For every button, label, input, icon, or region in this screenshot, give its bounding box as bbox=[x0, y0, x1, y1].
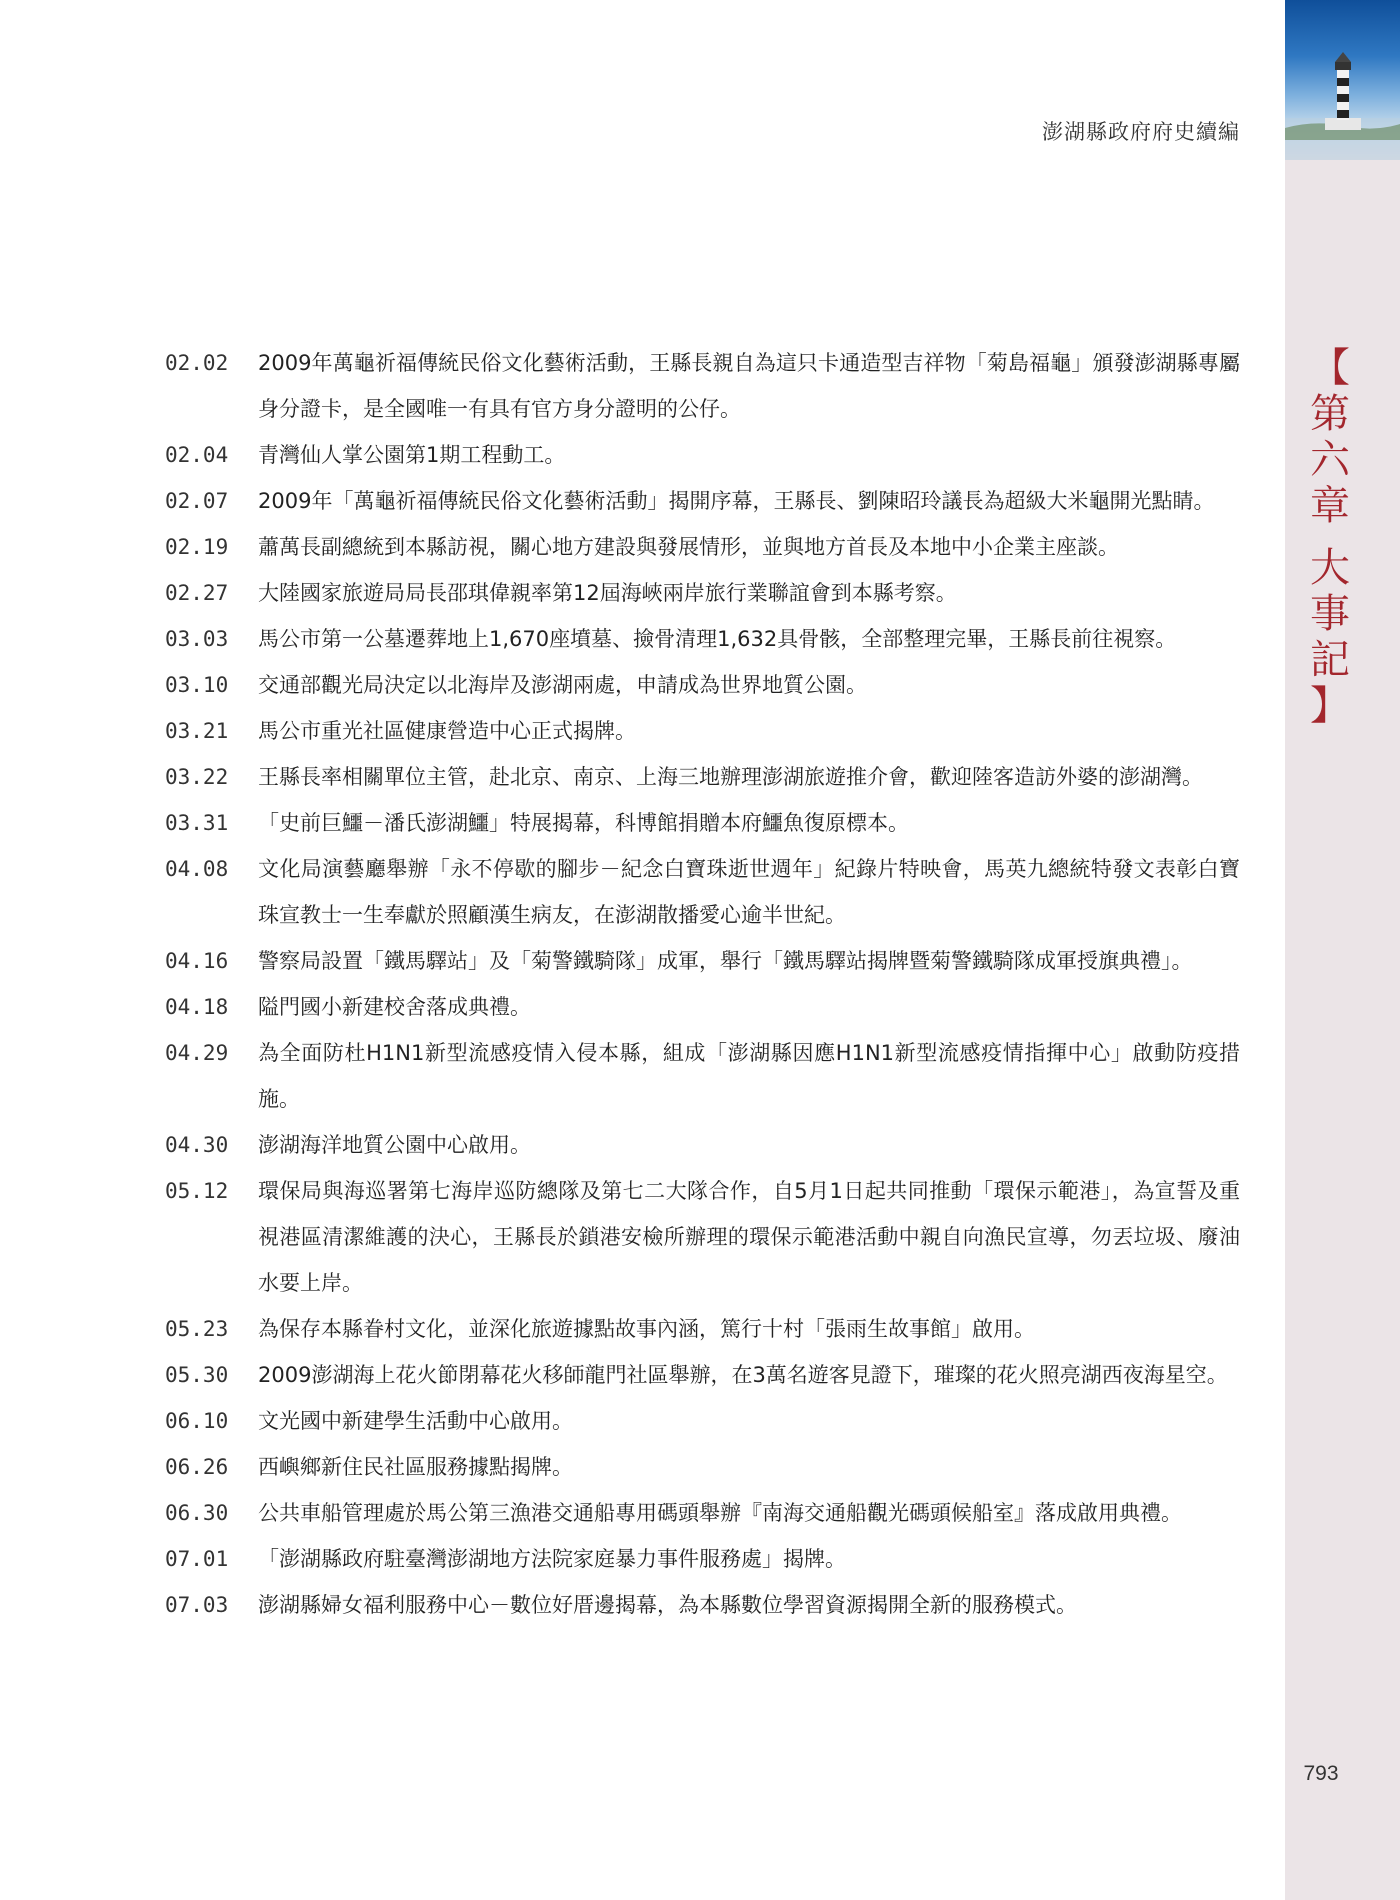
event-row bbox=[165, 340, 1240, 432]
event-row bbox=[165, 570, 1240, 616]
event-row bbox=[165, 478, 1240, 524]
event-row bbox=[165, 1582, 1240, 1628]
event-row bbox=[165, 1306, 1240, 1352]
chapter-title-char: 大 bbox=[1310, 545, 1350, 591]
event-text: 西嶼鄉新住民社區服務據點揭牌。 bbox=[258, 1455, 573, 1479]
event-date: 05.12 bbox=[165, 1179, 229, 1203]
event-row bbox=[165, 754, 1240, 800]
event-row bbox=[165, 984, 1240, 1030]
side-band bbox=[1285, 0, 1400, 1900]
event-text: 文光國中新建學生活動中心啟用。 bbox=[258, 1409, 573, 1433]
event-text: 隘門國小新建校舍落成典禮。 bbox=[258, 995, 531, 1019]
event-row bbox=[165, 846, 1240, 938]
event-row bbox=[165, 1030, 1240, 1122]
event-date: 03.10 bbox=[165, 673, 229, 697]
event-list bbox=[165, 340, 1240, 1628]
event-text: 為全面防杜H1N1新型流感疫情入侵本縣，組成「澎湖縣因應H1N1新型流感疫情指揮中心」啟動防疫措施。 bbox=[258, 1041, 1240, 1111]
event-text: 馬公市重光社區健康營造中心正式揭牌。 bbox=[258, 719, 636, 743]
event-date: 03.21 bbox=[165, 719, 229, 743]
event-row bbox=[165, 1398, 1240, 1444]
event-date: 04.18 bbox=[165, 995, 229, 1019]
event-date: 05.23 bbox=[165, 1317, 229, 1341]
event-text: 環保局與海巡署第七海岸巡防總隊及第七二大隊合作，自5月1日起共同推動「環保示範港」，為宣誓及重視港區清潔維護的決心，王縣長於鎖港安檢所辦理的環保示範港活動中親自向漁民宣導，勿丟垃圾、廢油水要上岸。 bbox=[258, 1179, 1240, 1295]
chapter-title-char: 章 bbox=[1310, 483, 1350, 529]
event-date: 07.01 bbox=[165, 1547, 229, 1571]
event-text: 2009年萬龜祈福傳統民俗文化藝術活動，王縣長親自為這只卡通造型吉祥物「菊島福龜」頒發澎湖縣專屬身分證卡，是全國唯一有具有官方身分證明的公仔。 bbox=[258, 351, 1240, 421]
event-text: 文化局演藝廳舉辦「永不停歇的腳步－紀念白寶珠逝世週年」紀錄片特映會，馬英九總統特發文表彰白寶珠宣教士一生奉獻於照顧漢生病友，在澎湖散播愛心逾半世紀。 bbox=[258, 857, 1240, 927]
event-text: 蕭萬長副總統到本縣訪視，關心地方建設與發展情形，並與地方首長及本地中小企業主座談。 bbox=[258, 535, 1119, 559]
chapter-title-char: 六 bbox=[1310, 437, 1350, 483]
event-text: 警察局設置「鐵馬驛站」及「菊警鐵騎隊」成軍，舉行「鐵馬驛站揭牌暨菊警鐵騎隊成軍授旗典禮」。 bbox=[258, 949, 1193, 973]
event-row bbox=[165, 662, 1240, 708]
lighthouse-photo bbox=[1285, 0, 1400, 160]
event-text: 王縣長率相關單位主管，赴北京、南京、上海三地辦理澎湖旅遊推介會，歡迎陸客造訪外婆的澎湖灣。 bbox=[258, 765, 1203, 789]
event-row bbox=[165, 524, 1240, 570]
event-text: 青灣仙人掌公園第1期工程動工。 bbox=[258, 443, 566, 467]
event-date: 02.04 bbox=[165, 443, 229, 467]
event-row bbox=[165, 1444, 1240, 1490]
event-date: 04.16 bbox=[165, 949, 229, 973]
event-date: 02.07 bbox=[165, 489, 229, 513]
running-title: 澎湖縣政府府史續編 bbox=[1042, 120, 1240, 144]
event-date: 02.02 bbox=[165, 351, 229, 375]
event-row bbox=[165, 1536, 1240, 1582]
chapter-title-char bbox=[1305, 529, 1355, 545]
event-date: 02.27 bbox=[165, 581, 229, 605]
chapter-title-char: 【 bbox=[1310, 345, 1350, 391]
event-date: 07.03 bbox=[165, 1593, 229, 1617]
event-text: 交通部觀光局決定以北海岸及澎湖兩處，申請成為世界地質公園。 bbox=[258, 673, 867, 697]
chapter-title-char: 事 bbox=[1310, 591, 1350, 637]
chapter-title-char: 】 bbox=[1310, 683, 1350, 729]
event-date: 02.19 bbox=[165, 535, 229, 559]
chapter-title-char: 第 bbox=[1310, 391, 1350, 437]
event-date: 03.03 bbox=[165, 627, 229, 651]
event-text: 公共車船管理處於馬公第三漁港交通船專用碼頭舉辦『南海交通船觀光碼頭候船室』落成啟用典禮。 bbox=[258, 1501, 1182, 1525]
event-text: 「史前巨鱷－潘氏澎湖鱷」特展揭幕，科博館捐贈本府鱷魚復原標本。 bbox=[258, 811, 909, 835]
event-date: 03.31 bbox=[165, 811, 229, 835]
chapter-title-char: 記 bbox=[1310, 637, 1350, 683]
event-text: 馬公市第一公墓遷葬地上1,670座墳墓、撿骨清理1,632具骨骸，全部整理完畢，王縣長前往視察。 bbox=[258, 627, 1177, 651]
event-text: 澎湖海洋地質公園中心啟用。 bbox=[258, 1133, 531, 1157]
event-date: 06.30 bbox=[165, 1501, 229, 1525]
chapter-title bbox=[1305, 345, 1355, 729]
event-row bbox=[165, 1352, 1240, 1398]
event-row bbox=[165, 800, 1240, 846]
lighthouse-icon bbox=[1285, 0, 1400, 160]
event-text: 為保存本縣眷村文化，並深化旅遊據點故事內涵，篤行十村「張雨生故事館」啟用。 bbox=[258, 1317, 1035, 1341]
event-row bbox=[165, 1490, 1240, 1536]
event-row bbox=[165, 1168, 1240, 1306]
event-row bbox=[165, 938, 1240, 984]
event-date: 06.10 bbox=[165, 1409, 229, 1433]
event-row bbox=[165, 616, 1240, 662]
event-text: 2009澎湖海上花火節閉幕花火移師龍門社區舉辦，在3萬名遊客見證下，璀璨的花火照亮湖西夜海星空。 bbox=[258, 1363, 1228, 1387]
event-date: 04.29 bbox=[165, 1041, 229, 1065]
page-number: 793 bbox=[1303, 1762, 1339, 1785]
event-date: 04.08 bbox=[165, 857, 229, 881]
event-text: 澎湖縣婦女福利服務中心－數位好厝邊揭幕，為本縣數位學習資源揭開全新的服務模式。 bbox=[258, 1593, 1077, 1617]
event-text: 2009年「萬龜祈福傳統民俗文化藝術活動」揭開序幕，王縣長、劉陳昭玲議長為超級大米龜開光點睛。 bbox=[258, 489, 1215, 513]
event-text: 大陸國家旅遊局局長邵琪偉親率第12屆海峽兩岸旅行業聯誼會到本縣考察。 bbox=[258, 581, 957, 605]
event-date: 05.30 bbox=[165, 1363, 229, 1387]
event-row bbox=[165, 1122, 1240, 1168]
event-text: 「澎湖縣政府駐臺灣澎湖地方法院家庭暴力事件服務處」揭牌。 bbox=[258, 1547, 846, 1571]
event-date: 03.22 bbox=[165, 765, 229, 789]
event-row bbox=[165, 432, 1240, 478]
event-date: 04.30 bbox=[165, 1133, 229, 1157]
event-date: 06.26 bbox=[165, 1455, 229, 1479]
event-row bbox=[165, 708, 1240, 754]
